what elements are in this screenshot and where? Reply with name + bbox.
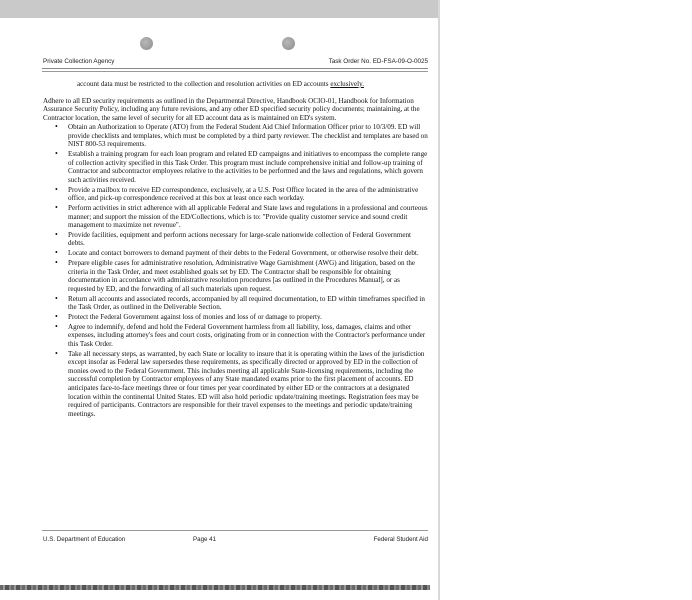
footer-right: Federal Student Aid bbox=[373, 536, 428, 543]
bullet-icon: • bbox=[55, 293, 58, 303]
list-item bbox=[43, 150, 428, 184]
list-item bbox=[43, 259, 428, 293]
continued-text: account data must be restricted to the collection and resolution activities on ED accounts bbox=[77, 80, 329, 88]
intro-paragraph: Adhere to all ED security requirements as outlined in the Departmental Directive, Handbook OCIO-01, Handbook for Information Assurance Security Policy, including any future revisions, and any other ED specified security policy documents; maintaining, at the Contractor location, the same level of security for all ED account data as is maintained on ED's system. bbox=[43, 96, 420, 122]
list-item bbox=[43, 231, 428, 248]
list-item bbox=[43, 350, 428, 418]
list-item bbox=[43, 204, 428, 230]
list-item-text: Provide facilities, equipment and perform actions necessary for large-scale nationwide collection of Federal Government debts. bbox=[68, 230, 412, 248]
list-item-text: Take all necessary steps, as warranted, by each State or locality to insure that it is operating within the laws of the jurisdiction except insofar as Federal law supersedes these requirements, as specifically directed or approved by ED in the collection of monies owed to the Federal Government. This includes meeting all applicable State-licensing requirements, including the successful completion by Contractor employees of any State mandated exams prior to the first placement of accounts. ED anticipates face-to-face meetings three or four times per year coordinated by either ED or the contractors at a designated location within the continental United States. ED will also hold periodic update/training meetings. Registration fees may be required of participants. Contractors are responsible for their travel expenses to the meetings and periodic update/training meetings. bbox=[68, 349, 425, 418]
header-rule-2 bbox=[42, 71, 428, 72]
bullet-icon: • bbox=[55, 229, 58, 239]
list-item-text: Obtain an Authorization to Operate (ATO) from the Federal Student Aid Chief Information Officer prior to 10/3/09. ED will provide checklists and templates, which must be completed by a third party reviewer. The checklist and templates are based on NIST 800-53 requirements. bbox=[68, 123, 428, 149]
requirements-list bbox=[43, 123, 428, 418]
bullet-icon: • bbox=[55, 258, 58, 268]
scan-top-edge bbox=[0, 0, 438, 19]
list-item bbox=[43, 323, 428, 349]
continued-underlined: exclusively. bbox=[330, 80, 364, 88]
list-item-text: Establish a training program for each loan program and related ED campaigns and initiatives to encompass the complete range of collection activity specified in this Task Order. This program must include comprehensive initial and follow-up training of Contractor and subcontractor employees relative to the activities to be performed and the laws and regulations, which govern such activities received. bbox=[68, 150, 428, 184]
footer-page-number: Page 41 bbox=[193, 536, 217, 543]
list-item-text: Agree to indemnify, defend and hold the Federal Government harmless from all liability, loss, damages, claims and other expenses, including attorney's fees and court costs, originating from or in connection with the Contractor's performance under this Task Order. bbox=[68, 322, 426, 348]
bullet-icon: • bbox=[55, 248, 58, 258]
header-right: Task Order No. ED-FSA-09-O-0025 bbox=[328, 58, 428, 65]
list-item-text: Protect the Federal Government against loss of monies and loss of or damage to property. bbox=[68, 313, 322, 322]
punch-hole-right bbox=[282, 37, 295, 50]
scan-bottom-edge bbox=[0, 585, 430, 590]
bullet-icon: • bbox=[55, 312, 58, 322]
list-item bbox=[43, 186, 428, 203]
list-item bbox=[43, 313, 428, 322]
punch-hole-left bbox=[140, 37, 153, 50]
document-body bbox=[43, 80, 428, 420]
list-item bbox=[43, 249, 428, 258]
list-item-text: Prepare eligible cases for administrative resolution, Administrative Wage Garnishment (AWG) and litigation, based on the criteria in the Task Order, and meet established goals set by ED. The Contractor shall be responsible for obtaining documentation in accordance with administrative resolution procedures [as outlined in the Procedures Manual], or as requested by ED, and the forwarding of all such materials upon request. bbox=[68, 259, 416, 293]
continued-paragraph bbox=[77, 80, 428, 89]
list-item-text: Perform activities in strict adherence with all applicable Federal and State laws and regulations in a professional and courteous manner; and support the mission of the ED/Collections, which is to: "Provide quality customer service and sound credit management to maximize net revenue". bbox=[68, 204, 428, 230]
bullet-icon: • bbox=[55, 184, 58, 194]
footer-rule bbox=[42, 530, 428, 531]
header-left: Private Collection Agency bbox=[43, 58, 115, 65]
bullet-icon: • bbox=[55, 321, 58, 331]
list-item-text: Locate and contact borrowers to demand payment of their debts to the Federal Government, or otherwise resolve their debt. bbox=[68, 249, 419, 258]
list-item-text: Provide a mailbox to receive ED correspondence, exclusively, at a U.S. Post Office located in the area of the administrative office, and pick-up correspondence received at this box at least once each workday. bbox=[68, 185, 419, 203]
bullet-icon: • bbox=[55, 348, 58, 358]
header-rule bbox=[42, 68, 428, 69]
bullet-icon: • bbox=[55, 149, 58, 159]
bullet-icon: • bbox=[55, 122, 58, 132]
list-item bbox=[43, 123, 428, 149]
bullet-icon: • bbox=[55, 203, 58, 212]
page-right-edge bbox=[438, 0, 440, 600]
footer-left: U.S. Department of Education bbox=[43, 536, 126, 543]
list-item-text: Return all accounts and associated records, accompanied by all required documentation, to ED within timeframes specified in the Task Order, as outlined in the Deliverable Section. bbox=[68, 294, 425, 312]
list-item bbox=[43, 295, 428, 312]
